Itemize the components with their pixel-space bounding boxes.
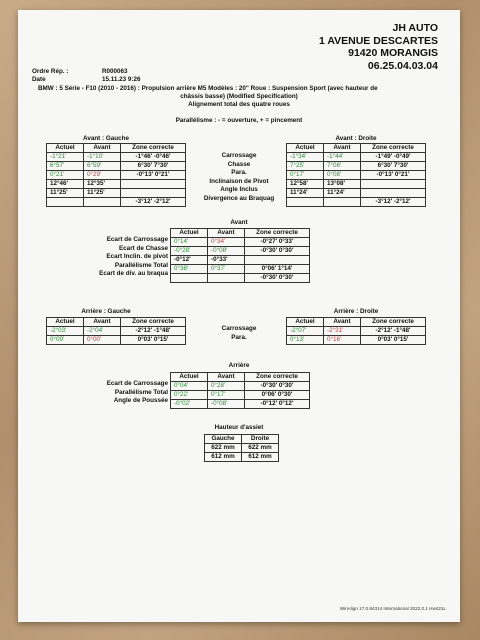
before-value: 0°17' [208,391,245,400]
table-row [287,198,426,207]
column-header-zone: Zone correcte [361,144,426,153]
tolerance-range: -2°12' -1°48' [361,327,426,336]
header-row [205,435,279,444]
column-header-zone: Zone correcte [361,318,426,327]
alignment-report-sheet [18,10,460,622]
order-ref-value: R000063 [102,68,128,75]
table-row [171,274,310,283]
measurement-label: Ecart de div. au braqua [99,270,168,278]
actual-value: -1°34' [287,153,324,162]
before-value: 0°16' [324,336,361,345]
tolerance-range: 6°30' 7°30' [121,162,186,171]
actual-value: 11°25' [47,189,84,198]
table-row [171,247,310,256]
actual-value: -2°03' [47,327,84,336]
header-row [47,318,186,327]
tolerance-range: -1°49' -0°49' [361,153,426,162]
header-row [171,229,310,238]
actual-value [47,198,84,207]
ride-height-value: 622 mm [205,444,242,453]
before-value: 11°24' [324,189,361,198]
header-row [47,144,186,153]
rear-labels [194,325,284,342]
actual-value [171,274,208,283]
actual-value: 12°58' [287,180,324,189]
measurement-label: Ecart de Chasse [118,244,168,252]
column-header-actuel: Actuel [287,144,324,153]
ride-height-value: 612 mm [205,453,242,462]
measurement-label: Angle Inclus [220,186,258,194]
before-value: -1°44' [324,153,361,162]
before-value: 0°29' [84,171,121,180]
table-row [47,180,186,189]
vehicle-line2: châssis basse) (Modified Specification) [180,93,298,100]
measurement-label: Parallélisme Total [114,261,168,269]
tolerance-range: -0°27' 0°33' [245,238,310,247]
actual-value: 0°04' [171,382,208,391]
tolerance-range [121,189,186,198]
company-header [319,22,438,72]
table-row [47,162,186,171]
measurement-label: Carrossage [221,325,257,332]
before-value: -0°08' [208,400,245,409]
company-city: 91420 MORANGIS [348,47,438,59]
actual-value: 0°21' [47,171,84,180]
actual-value: 12°46' [47,180,84,189]
actual-value [287,198,324,207]
before-value: 11°25' [84,189,121,198]
measurement-label: Inclinaison de Pivot [209,177,269,185]
measurement-label: Para. [231,169,247,177]
table-row [171,391,310,400]
table-row [47,189,186,198]
software-footer: WinAlign 17.0.84314 International 2022.0.1 Hw421L [339,606,446,611]
front-axle-labels [58,236,168,279]
before-value [84,198,121,207]
actual-value: 0°09' [47,336,84,345]
table-row [47,153,186,162]
tolerance-range: -0°13' 0°21' [121,171,186,180]
tolerance-range: -0°12' 0°12' [245,400,310,409]
tolerance-range: 0°06' 1°14' [245,265,310,274]
before-value: -1°10' [84,153,121,162]
before-value: 0°37' [208,265,245,274]
before-value: 0°28' [208,382,245,391]
tolerance-range: 0°06' 0°30' [245,391,310,400]
column-header: Droite [242,435,279,444]
table-row [287,153,426,162]
column-header-zone: Zone correcte [121,144,186,153]
ride-height-value: 612 mm [242,453,279,462]
order-date-label: Date [32,76,46,83]
measurement-label: Divergence au Braquag [203,194,275,202]
column-header-avant: Avant [208,229,245,238]
column-header-zone: Zone correcte [121,318,186,327]
column-header-avant: Avant [208,373,245,382]
table-row [171,382,310,391]
company-phone: 06.25.04.03.04 [367,59,438,72]
table-row [47,327,186,336]
rear-axle-title: Arrière [228,362,250,369]
tolerance-range: -0°30' 0°30' [245,382,310,391]
table-row [171,265,310,274]
header-row [171,373,310,382]
table-row [205,453,279,462]
measurement-label: Para. [231,333,247,341]
company-name: JH AUTO [392,22,438,34]
front-axle-table [170,228,310,283]
table-row [171,238,310,247]
actual-value: 0°17' [287,171,324,180]
column-header-actuel: Actuel [287,318,324,327]
column-header-actuel: Actuel [47,318,84,327]
actual-value: -0°12' [171,256,208,265]
ride-height-value: 622 mm [242,444,279,453]
before-value: 0°08' [324,171,361,180]
actual-value: 6°57' [47,162,84,171]
before-value: -0°33' [208,256,245,265]
table-row [47,336,186,345]
before-value [324,198,361,207]
vehicle-line1: BMW : 5 Série - F10 (2010 - 2016) : Propulsion arrière M5 Modèles : 20" Roue : Suspension Sport (avec hauteur de [38,85,378,92]
tolerance-range: -0°30' 0°30' [245,274,310,283]
front-labels [194,152,284,204]
front-right-title: Avant : Droite [335,135,377,142]
tolerance-range [121,180,186,189]
actual-value: 0°22' [171,391,208,400]
table-row [171,400,310,409]
tolerance-range [361,189,426,198]
table-row [287,336,426,345]
before-value: 0°34' [208,238,245,247]
ride-height-table [204,434,279,462]
rear-right-table [286,317,426,345]
company-address: 1 AVENUE DESCARTES [318,34,438,47]
measurement-label: Ecart Inclin. de pivot [106,253,168,261]
before-value: -2°04' [84,327,121,336]
column-header-avant: Avant [324,144,361,153]
parallelism-note: Parallélisme : - = ouverture, + = pincement [175,117,303,124]
tolerance-range: -1°46' -0°46' [121,153,186,162]
measurement-label: Parallélisme Total [114,388,168,396]
column-header: Gauche [205,435,242,444]
tolerance-range: 0°03' 0°15' [121,336,186,345]
table-row [287,189,426,198]
before-value: 6°59' [84,162,121,171]
front-left-table [46,143,186,207]
header-row [287,318,426,327]
before-value: 13°08' [324,180,361,189]
rear-axle-table [170,372,310,409]
before-value: 0°00' [84,336,121,345]
before-value: -0°08' [208,247,245,256]
tolerance-range: -3°12' -2°12' [361,198,426,207]
tolerance-range: 6°30' 7°30' [361,162,426,171]
actual-value: 0°13' [287,336,324,345]
tolerance-range: -0°13' 0°21' [361,171,426,180]
table-row [287,171,426,180]
tolerance-range: -3°12' -2°12' [121,198,186,207]
measurement-label: Carrossage [221,152,257,159]
column-header-avant: Avant [324,318,361,327]
table-row [171,256,310,265]
table-row [287,162,426,171]
column-header-actuel: Actuel [171,373,208,382]
rear-right-title: Arrière : Droite [333,308,379,315]
table-row [287,327,426,336]
actual-value: 11°24' [287,189,324,198]
order-ref-label: Ordre Rép. : [32,68,69,75]
ride-height-title: Hauteur d'assiet [214,424,264,431]
column-header-avant: Avant [84,318,121,327]
tolerance-range: -2°12' -1°48' [121,327,186,336]
measurement-label: Angle de Poussée [113,397,168,405]
rear-left-table [46,317,186,345]
actual-value: 0°14' [171,238,208,247]
table-row [47,198,186,207]
rear-left-title: Arrière : Gauche [81,308,131,315]
rear-axle-labels [58,380,168,406]
column-header-actuel: Actuel [171,229,208,238]
actual-value: 0°38' [171,265,208,274]
measurement-label: Chasse [227,160,251,168]
table-row [287,180,426,189]
actual-value: -1°21' [47,153,84,162]
tolerance-range: 0°03' 0°15' [361,336,426,345]
column-header-zone: Zone correcte [245,373,310,382]
measurement-label: Ecart de Carrossage [106,236,168,243]
before-value: 12°35' [84,180,121,189]
measurement-label: Ecart de Carrossage [106,380,168,387]
front-left-title: Avant : Gauche [83,135,129,142]
vehicle-line3: Alignement total des quatre roues [188,101,290,108]
column-header-actuel: Actuel [47,144,84,153]
tolerance-range: -0°30' 0°30' [245,247,310,256]
column-header-avant: Avant [84,144,121,153]
header-row [287,144,426,153]
before-value: -2°31' [324,327,361,336]
table-row [47,171,186,180]
table-row [205,444,279,453]
before-value [208,274,245,283]
front-axle-title: Avant [230,219,248,226]
actual-value: -2°07' [287,327,324,336]
tolerance-range [245,256,310,265]
tolerance-range [361,180,426,189]
column-header-zone: Zone correcte [245,229,310,238]
order-date-value: 15.11.23 9:26 [102,76,141,83]
front-right-table [286,143,426,207]
actual-value: 7°25' [287,162,324,171]
before-value: 7°08' [324,162,361,171]
actual-value: -0°28' [171,247,208,256]
actual-value: -0°02' [171,400,208,409]
